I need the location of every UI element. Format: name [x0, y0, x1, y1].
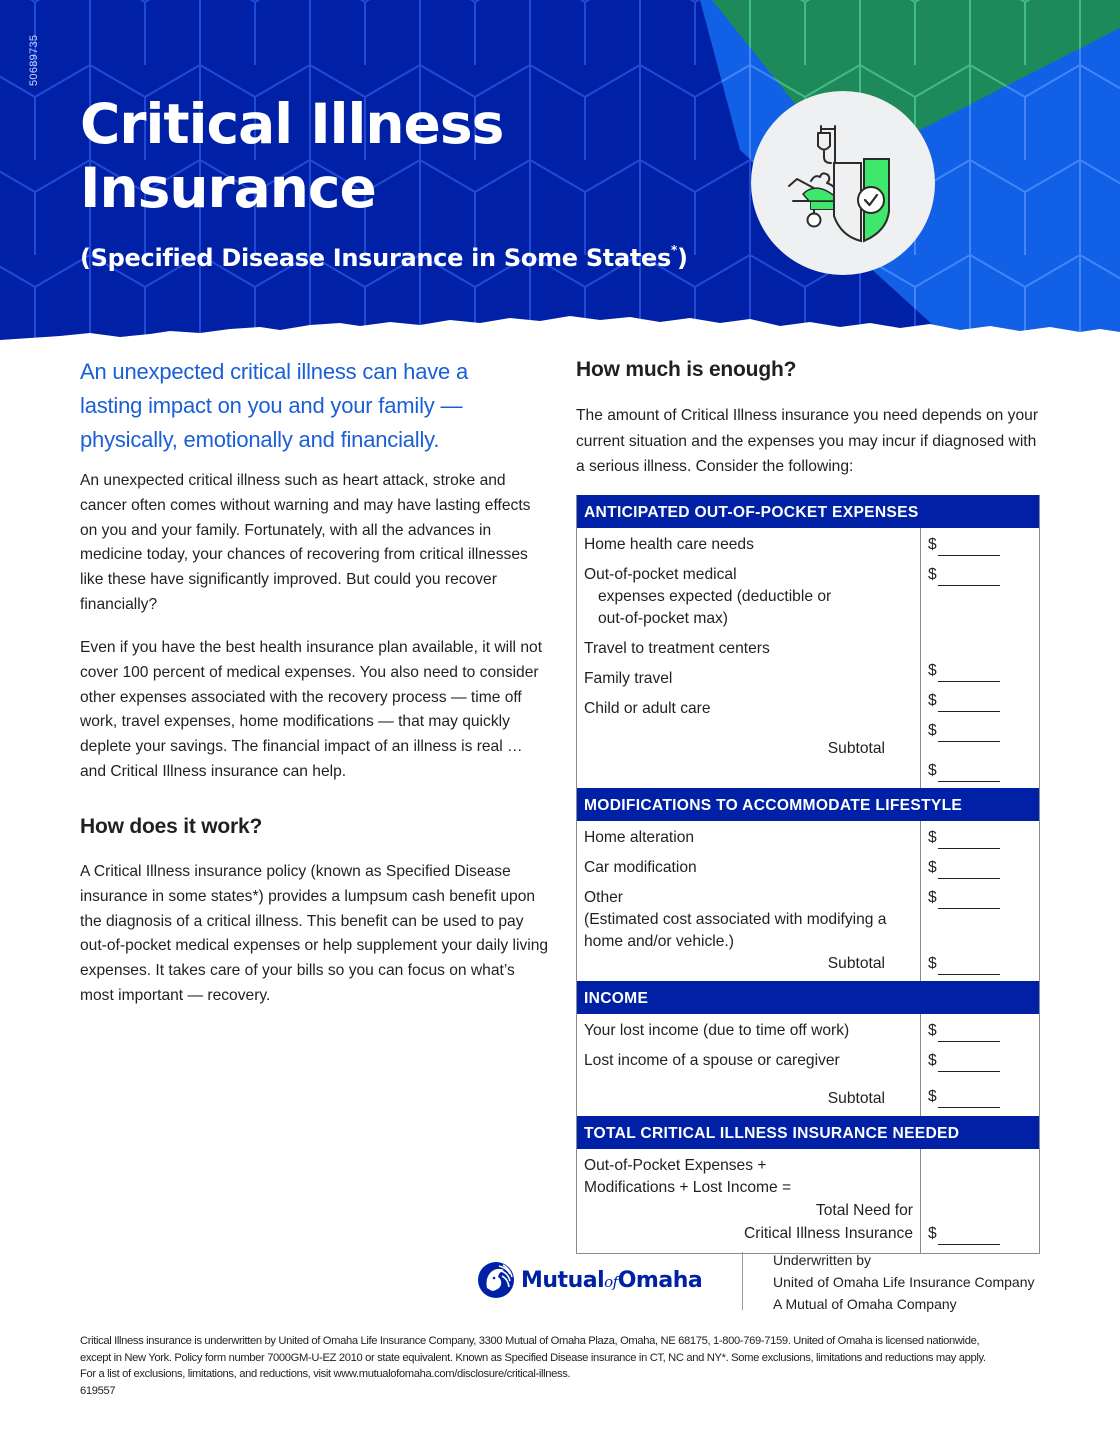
legal-disclaimer: [80, 1333, 1040, 1399]
hero-badge: [751, 91, 935, 275]
row-label: Other: [584, 889, 623, 906]
amount-field[interactable]: [928, 1020, 1039, 1042]
amount-field[interactable]: [928, 827, 1039, 849]
dollar-sign: $: [928, 662, 937, 679]
amount-field[interactable]: [928, 1050, 1039, 1072]
dollar-sign: $: [928, 722, 937, 739]
row-label: Child or adult care: [584, 700, 711, 717]
row-label: Out-of-pocket medical: [584, 566, 737, 583]
subtitle-asterisk: *: [671, 243, 677, 257]
dollar-sign: $: [928, 955, 937, 972]
dollar-sign: $: [928, 859, 937, 876]
how-much-is-enough-heading: How much is enough?: [576, 358, 797, 381]
dollar-sign: $: [928, 829, 937, 846]
section-out-of-pocket: [577, 528, 1039, 788]
row-label: Home alteration: [584, 829, 695, 846]
section-header-out-of-pocket: ANTICIPATED OUT-OF-POCKET EXPENSES: [577, 495, 1039, 528]
row-label: home and/or vehicle.): [584, 933, 734, 950]
amount-field[interactable]: [928, 690, 1039, 712]
row-label: Lost income of a spouse or caregiver: [584, 1052, 840, 1069]
mutual-of-omaha-logo: [477, 1260, 702, 1300]
dollar-sign: $: [928, 762, 937, 779]
section-header-income: INCOME: [577, 981, 1039, 1014]
lead-statement: An unexpected critical illness can have a lasting impact on you and your family — physically, emotionally and financially.: [80, 359, 469, 452]
row-label: Home health care needs: [584, 536, 754, 553]
parent-company: A Mutual of Omaha Company: [773, 1296, 957, 1312]
row-label: Modifications + Lost Income =: [584, 1179, 792, 1196]
row-label: Car modification: [584, 859, 697, 876]
underwriter-company: United of Omaha Life Insurance Company: [773, 1274, 1035, 1290]
footer-divider: [742, 1252, 743, 1310]
subtitle-close: ): [677, 244, 688, 272]
form-number: 619557: [80, 1384, 116, 1397]
amount-field[interactable]: [928, 660, 1039, 682]
dollar-sign: $: [928, 566, 937, 583]
row-label: expenses expected (deductible or: [598, 588, 832, 605]
disclaimer-line: For a list of exclusions, limitations, and reductions, visit www.mutualofomaha.com/disclosure/critical-illness.: [80, 1368, 571, 1380]
amount-field[interactable]: [928, 887, 1039, 909]
subtotal-field[interactable]: [928, 1086, 1039, 1108]
logo-wordmark: [521, 1268, 702, 1293]
disclaimer-line: except in New York. Policy form number 7000GM-U-EZ 2010 or state equivalent. Known as Specified Disease insurance in CT, NC and NY*. Some exclusions, limitations and reductions may apply.: [80, 1351, 986, 1364]
section-total: [577, 1149, 1039, 1253]
amount-field[interactable]: [928, 720, 1039, 742]
row-label: (Estimated cost associated with modifying a: [584, 911, 887, 928]
hero-header: [0, 0, 1120, 345]
subtitle-text: (Specified Disease Insurance in Some States: [80, 244, 672, 272]
amount-field[interactable]: [928, 534, 1039, 556]
subtotal-field[interactable]: [928, 760, 1039, 782]
dollar-sign: $: [928, 1052, 937, 1069]
total-label: Total Need for: [815, 1202, 913, 1219]
subtotal-label: Subtotal: [827, 955, 885, 972]
dollar-sign: $: [928, 536, 937, 553]
dollar-sign: $: [928, 1022, 937, 1039]
section-modifications: [577, 821, 1039, 981]
how-does-it-work-heading: How does it work?: [80, 815, 263, 838]
coverage-gap-paragraph: Even if you have the best health insurance plan available, it will not cover 100 percent of medical expenses. You also need to consider other expenses associated with the recovery process — time off work, travel expenses, home modifications — that may quickly deplete your savings. The financial impact of an illness is real … and Critical Illness insurance can help.: [80, 639, 543, 780]
intro-paragraph: An unexpected critical illness such as heart attack, stroke and cancer often comes without warning and may have lasting effects on you and your family. Fortunately, with all the advances in medicine today, your chances of recovering from critical illnesses like these have significantly improved. But could you recover financially?: [80, 472, 531, 613]
row-label: out-of-pocket max): [598, 610, 728, 627]
document-code: 50689735: [28, 34, 40, 86]
total-label: Critical Illness Insurance: [744, 1225, 913, 1242]
underwriter-block: [773, 1249, 1034, 1315]
disclaimer-line: Critical Illness insurance is underwritten by United of Omaha Life Insurance Company, 3300 Mutual of Omaha Plaza, Omaha, NE 68175, 1-800-769-7159. United of Omaha is licensed nationwide,: [80, 1335, 980, 1347]
section-income: [577, 1014, 1039, 1116]
subtotal-field[interactable]: [928, 953, 1039, 975]
title-line-1: Critical Illness: [80, 92, 504, 156]
row-label: Family travel: [584, 670, 673, 687]
amount-field[interactable]: [928, 857, 1039, 879]
amount-field[interactable]: [928, 564, 1039, 586]
dollar-sign: $: [928, 1088, 937, 1105]
worksheet-intro: The amount of Critical Illness insurance you need depends on your current situation and the expenses you may incur if diagnosed with a serious illness. Consider the following:: [576, 407, 1039, 475]
dollar-sign: $: [928, 889, 937, 906]
row-label: Your lost income (due to time off work): [584, 1022, 850, 1039]
logo-word-of: of: [604, 1272, 618, 1291]
how-it-works-paragraph: A Critical Illness insurance policy (known as Specified Disease insurance in some states*) provides a lumpsum cash benefit upon the diagnosis of a critical illness. This benefit can be used to pay out-of-pocket medical expenses or help supplement your daily living expenses. It takes care of your bills so you can focus on what’s most important — recovery.: [80, 863, 549, 1004]
logo-word-mutual: Mutual: [521, 1267, 605, 1293]
title-line-2: Insurance: [80, 156, 376, 220]
row-label: Out-of-Pocket Expenses +: [584, 1157, 767, 1174]
total-need-field[interactable]: [928, 1223, 1039, 1245]
dollar-sign: $: [928, 1225, 937, 1242]
page-title: [80, 92, 503, 220]
row-label: Travel to treatment centers: [584, 640, 770, 657]
subtotal-label: Subtotal: [827, 1090, 885, 1107]
logo-word-omaha: Omaha: [617, 1267, 703, 1293]
hospital-bed-shield-check-icon: [751, 91, 935, 275]
dollar-sign: $: [928, 692, 937, 709]
needs-worksheet: [576, 495, 1040, 1254]
lion-logo-icon: [477, 1260, 515, 1300]
section-header-total: TOTAL CRITICAL ILLNESS INSURANCE NEEDED: [577, 1116, 1039, 1149]
underwritten-by-label: Underwritten by: [773, 1252, 872, 1268]
page-subtitle: [80, 243, 688, 272]
section-header-modifications: MODIFICATIONS TO ACCOMMODATE LIFESTYLE: [577, 788, 1039, 821]
subtotal-label: Subtotal: [827, 740, 885, 757]
